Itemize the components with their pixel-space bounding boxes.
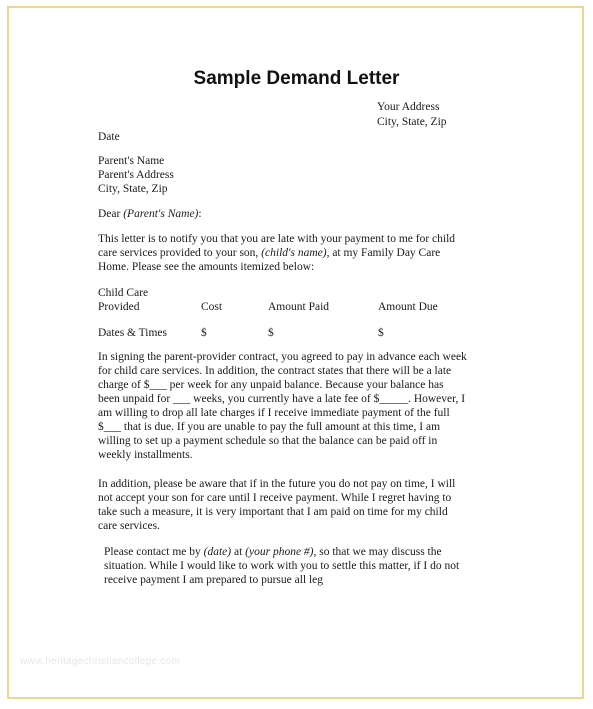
- closing-line-1: [104, 545, 442, 559]
- table-cell-amount-due: $: [378, 327, 384, 339]
- recipient-city-state-zip: City, State, Zip: [98, 183, 168, 195]
- paragraph-notice: In addition, please be aware that if in the future you do not pay on time, I will not accept your son for care until I receive payment. While I regret having to take such a measure, it is very important that I am paid on time for my child care services.: [98, 478, 456, 532]
- paragraph-contract: In signing the parent-provider contract, you agreed to pay in advance each week for child care services. In addition, the contract states that there will be a late charge of $___ per week for any unpaid balance. Because your balance has been unpaid for ___ weeks, you currently have a late fee of $_____. However, I am willing to drop all late charges if I receive immediate payment of the full $___ that is due. If you are unable to pay the full amount at this time, I am willing to set up a payment schedule so that the balance can be paid off in weekly installments.: [98, 351, 467, 461]
- closing-l1-c: , so that we may discuss the: [313, 546, 442, 558]
- table-header-amount-due: Amount Due: [378, 301, 438, 313]
- salutation-suffix: :: [198, 208, 202, 220]
- date-label: Date: [98, 131, 120, 143]
- table-cell-cost: $: [201, 327, 207, 339]
- closing-l1-a: Please contact me by: [104, 546, 204, 558]
- table-header-amount-paid: Amount Paid: [268, 301, 330, 313]
- recipient-address: Parent's Address: [98, 169, 174, 181]
- salutation-name: (Parent's Name): [123, 208, 199, 220]
- intro-line-1: This letter is to notify you that you are late with your payment to me for child: [98, 233, 456, 245]
- page-title: Sample Demand Letter: [193, 68, 400, 89]
- table-header-provided: Provided: [98, 301, 140, 313]
- intro-line-2: [98, 246, 440, 260]
- salutation: [98, 207, 202, 221]
- recipient-name: Parent's Name: [98, 155, 165, 167]
- intro-child-name: (child's name): [261, 247, 327, 259]
- closing-l1-b: at: [231, 546, 246, 558]
- intro-line-2-b: , at my Family Day Care: [326, 247, 441, 259]
- table-header-child-care: Child Care: [98, 287, 149, 299]
- watermark: www.heritagechristiancollege.com: [20, 656, 181, 667]
- table-cell-dates-times: Dates & Times: [98, 327, 168, 339]
- sender-city-state-zip: City, State, Zip: [377, 116, 447, 128]
- intro-line-3: Home. Please see the amounts itemized below:: [98, 261, 315, 273]
- closing-phone: (your phone #): [245, 546, 314, 558]
- intro-line-2-a: care services provided to your son,: [98, 247, 262, 259]
- closing-line-2: situation. While I would like to work with you to settle this matter, if I do not: [104, 560, 460, 572]
- closing-date: (date): [203, 546, 232, 558]
- table-cell-amount-paid: $: [268, 327, 274, 339]
- table-header-cost: Cost: [201, 301, 223, 313]
- sender-address: Your Address: [377, 101, 440, 113]
- closing-line-3: receive payment I am prepared to pursue all leg: [104, 574, 324, 586]
- salutation-prefix: Dear: [98, 208, 124, 220]
